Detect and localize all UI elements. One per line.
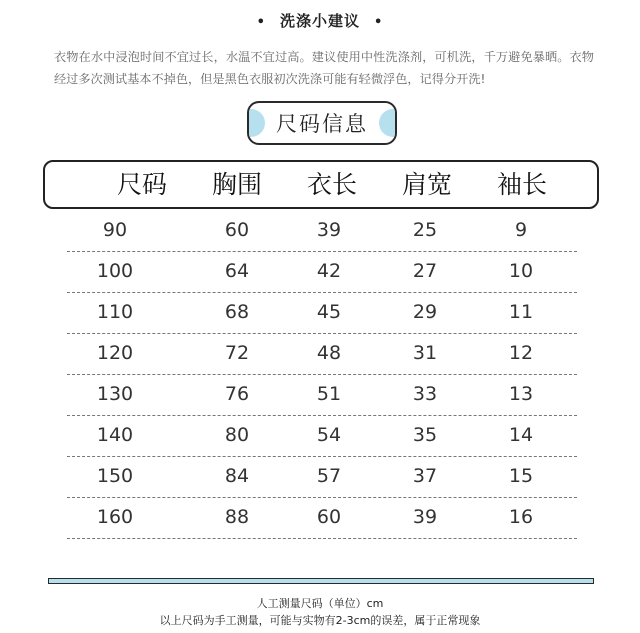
cell-size: 90	[102, 219, 128, 241]
footer-unit-note: 人工测量尺码（单位）cm	[256, 597, 384, 610]
cell-size: 140	[96, 424, 134, 446]
header-length: 衣长	[306, 170, 357, 199]
table-row	[67, 416, 577, 457]
cell-shoulder: 27	[412, 260, 438, 282]
cell-shoulder: 31	[412, 342, 438, 364]
table-row	[67, 457, 577, 498]
table-row	[67, 252, 577, 293]
cell-size: 150	[96, 465, 134, 487]
cell-length: 48	[316, 342, 342, 364]
header-shoulder: 肩宽	[401, 170, 452, 199]
cell-sleeve: 12	[508, 342, 534, 364]
header-size: 尺码	[116, 170, 167, 199]
cell-chest: 76	[224, 383, 250, 405]
cell-chest: 72	[224, 342, 250, 364]
cell-shoulder: 33	[412, 383, 438, 405]
size-info-badge	[247, 101, 397, 145]
cell-length: 60	[316, 506, 342, 528]
bottom-divider-bar	[48, 578, 594, 584]
bullet-right: •	[374, 15, 384, 30]
table-row	[67, 334, 577, 375]
table-row	[67, 293, 577, 334]
cell-sleeve: 9	[514, 219, 528, 241]
cell-length: 57	[316, 465, 342, 487]
cell-length: 51	[316, 383, 342, 405]
footer-disclaimer: 以上尺码为手工测量，可能与实物有2-3cm的误差，属于正常现象	[159, 614, 481, 627]
cell-length: 54	[316, 424, 342, 446]
cell-sleeve: 13	[508, 383, 534, 405]
cell-chest: 64	[224, 260, 250, 282]
cell-shoulder: 37	[412, 465, 438, 487]
table-row	[67, 211, 577, 252]
header-sleeve: 袖长	[496, 170, 547, 199]
cell-sleeve: 15	[508, 465, 534, 487]
cell-shoulder: 39	[412, 506, 438, 528]
wash-tips-text: 衣物在水中浸泡时间不宜过长，水温不宜过高。建议使用中性洗涤剂，可机洗，千万避免暴晒。衣物经过多次测试基本不掉色，但是黑色衣服初次洗涤可能有轻微浮色，记得分开洗!	[54, 50, 594, 86]
cell-size: 110	[96, 301, 134, 323]
cell-sleeve: 11	[508, 301, 534, 323]
cell-sleeve: 10	[508, 260, 534, 282]
cell-chest: 60	[224, 219, 250, 241]
table-row	[67, 375, 577, 416]
cell-sleeve: 16	[508, 506, 534, 528]
cell-length: 45	[316, 301, 342, 323]
cell-length: 39	[316, 219, 342, 241]
bullet-left: •	[256, 15, 266, 30]
cell-size: 120	[96, 342, 134, 364]
table-row	[67, 498, 577, 539]
cell-chest: 68	[224, 301, 250, 323]
wash-tips-title	[0, 10, 640, 31]
wash-tips-title-text: 洗涤小建议	[279, 12, 360, 30]
cell-size: 160	[96, 506, 134, 528]
cell-sleeve: 14	[508, 424, 534, 446]
size-table-header	[43, 160, 599, 209]
cell-shoulder: 25	[412, 219, 438, 241]
cell-shoulder: 29	[412, 301, 438, 323]
header-chest: 胸围	[211, 170, 262, 199]
cell-size: 100	[96, 260, 134, 282]
cell-chest: 80	[224, 424, 250, 446]
size-info-title: 尺码信息	[276, 112, 368, 136]
cell-length: 42	[316, 260, 342, 282]
cell-size: 130	[96, 383, 134, 405]
cell-shoulder: 35	[412, 424, 438, 446]
cell-chest: 88	[224, 506, 250, 528]
cell-chest: 84	[224, 465, 250, 487]
